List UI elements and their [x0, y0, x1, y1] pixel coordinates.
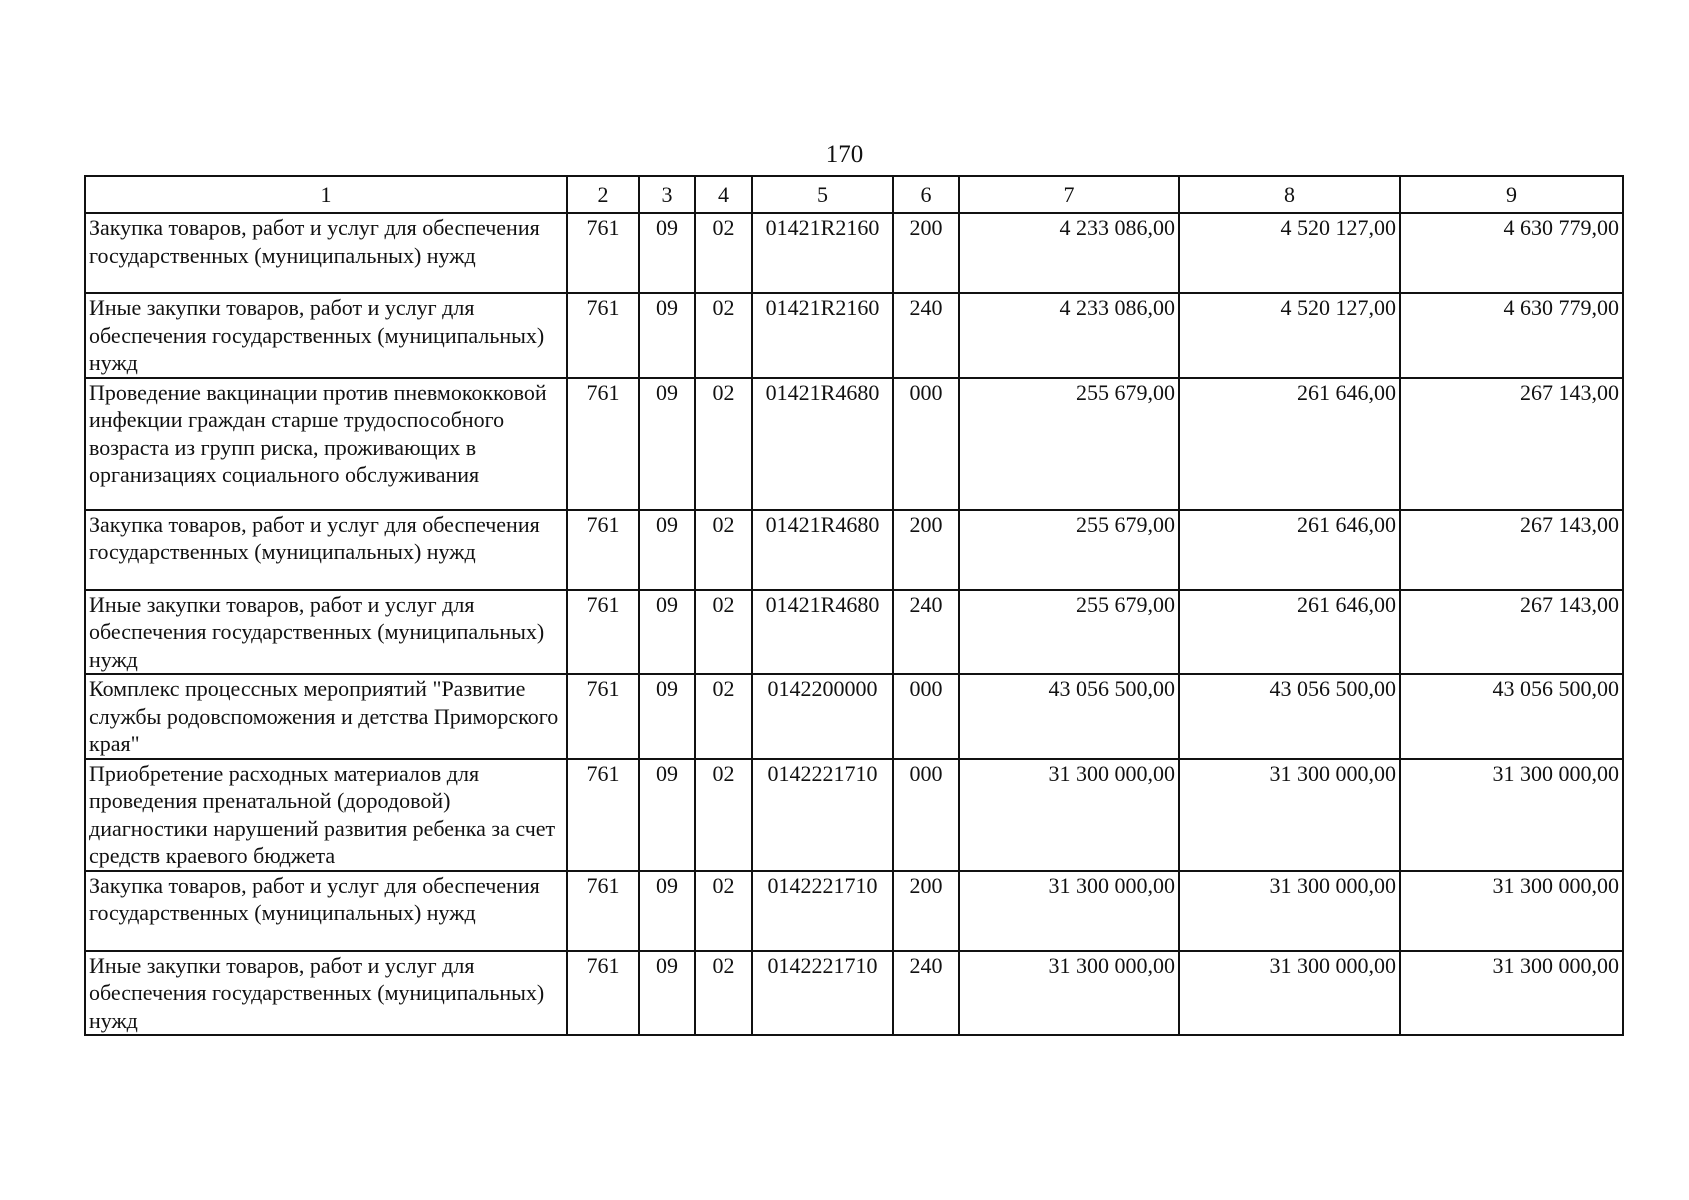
amount-year-1: 4 233 086,00 — [959, 293, 1179, 378]
section-code: 09 — [639, 378, 695, 510]
header-row — [85, 176, 1623, 213]
table-row — [85, 759, 1623, 871]
section-code: 09 — [639, 590, 695, 675]
subsection-code: 02 — [695, 213, 752, 293]
target-article-code: 0142200000 — [752, 674, 893, 759]
row-name: Закупка товаров, работ и услуг для обеспечения государственных (муниципальных) нужд — [85, 510, 567, 590]
expense-type-code: 240 — [893, 590, 959, 675]
target-article-code: 01421R2160 — [752, 213, 893, 293]
admin-code: 761 — [567, 759, 639, 871]
admin-code: 761 — [567, 293, 639, 378]
row-name: Иные закупки товаров, работ и услуг для обеспечения государственных (муниципальных) нужд — [85, 590, 567, 675]
row-name: Закупка товаров, работ и услуг для обеспечения государственных (муниципальных) нужд — [85, 871, 567, 951]
subsection-code: 02 — [695, 871, 752, 951]
amount-year-1: 255 679,00 — [959, 378, 1179, 510]
row-name: Комплекс процессных мероприятий "Развитие службы родовспоможения и детства Приморского края" — [85, 674, 567, 759]
table-row — [85, 378, 1623, 510]
section-code: 09 — [639, 871, 695, 951]
section-code: 09 — [639, 759, 695, 871]
amount-year-2: 43 056 500,00 — [1179, 674, 1400, 759]
expense-type-code: 200 — [893, 510, 959, 590]
amount-year-3: 267 143,00 — [1400, 378, 1623, 510]
admin-code: 761 — [567, 590, 639, 675]
row-name: Иные закупки товаров, работ и услуг для обеспечения государственных (муниципальных) нужд — [85, 293, 567, 378]
amount-year-3: 4 630 779,00 — [1400, 293, 1623, 378]
amount-year-3: 31 300 000,00 — [1400, 759, 1623, 871]
subsection-code: 02 — [695, 759, 752, 871]
target-article-code: 01421R4680 — [752, 378, 893, 510]
admin-code: 761 — [567, 674, 639, 759]
section-code: 09 — [639, 951, 695, 1036]
target-article-code: 0142221710 — [752, 759, 893, 871]
target-article-code: 0142221710 — [752, 871, 893, 951]
amount-year-1: 255 679,00 — [959, 510, 1179, 590]
amount-year-2: 31 300 000,00 — [1179, 951, 1400, 1036]
expense-type-code: 000 — [893, 378, 959, 510]
amount-year-3: 43 056 500,00 — [1400, 674, 1623, 759]
target-article-code: 01421R4680 — [752, 510, 893, 590]
amount-year-1: 255 679,00 — [959, 590, 1179, 675]
section-code: 09 — [639, 674, 695, 759]
amount-year-1: 31 300 000,00 — [959, 951, 1179, 1036]
row-name: Проведение вакцинации против пневмококковой инфекции граждан старше трудоспособного возраста из групп риска, проживающих в организациях социального обслуживания — [85, 378, 567, 510]
admin-code: 761 — [567, 510, 639, 590]
row-name: Приобретение расходных материалов для проведения пренатальной (дородовой) диагностики нарушений развития ребенка за счет средств краевого бюджета — [85, 759, 567, 871]
amount-year-3: 31 300 000,00 — [1400, 951, 1623, 1036]
amount-year-3: 267 143,00 — [1400, 590, 1623, 675]
amount-year-2: 31 300 000,00 — [1179, 871, 1400, 951]
target-article-code: 01421R2160 — [752, 293, 893, 378]
section-code: 09 — [639, 293, 695, 378]
amount-year-1: 4 233 086,00 — [959, 213, 1179, 293]
expense-type-code: 200 — [893, 213, 959, 293]
table-row — [85, 293, 1623, 378]
table-body — [85, 213, 1623, 1035]
amount-year-1: 31 300 000,00 — [959, 759, 1179, 871]
amount-year-3: 267 143,00 — [1400, 510, 1623, 590]
subsection-code: 02 — [695, 951, 752, 1036]
table-row — [85, 590, 1623, 675]
target-article-code: 01421R4680 — [752, 590, 893, 675]
expense-type-code: 240 — [893, 951, 959, 1036]
column-header: 6 — [893, 176, 959, 213]
admin-code: 761 — [567, 213, 639, 293]
expense-type-code: 240 — [893, 293, 959, 378]
column-header: 9 — [1400, 176, 1623, 213]
budget-table — [84, 175, 1624, 1036]
column-header: 4 — [695, 176, 752, 213]
subsection-code: 02 — [695, 510, 752, 590]
column-header: 2 — [567, 176, 639, 213]
amount-year-2: 261 646,00 — [1179, 510, 1400, 590]
admin-code: 761 — [567, 378, 639, 510]
amount-year-1: 31 300 000,00 — [959, 871, 1179, 951]
section-code: 09 — [639, 510, 695, 590]
admin-code: 761 — [567, 951, 639, 1036]
expense-type-code: 000 — [893, 759, 959, 871]
table-row — [85, 674, 1623, 759]
amount-year-1: 43 056 500,00 — [959, 674, 1179, 759]
table-row — [85, 871, 1623, 951]
column-header: 3 — [639, 176, 695, 213]
subsection-code: 02 — [695, 674, 752, 759]
expense-type-code: 200 — [893, 871, 959, 951]
subsection-code: 02 — [695, 293, 752, 378]
column-header: 8 — [1179, 176, 1400, 213]
table-row — [85, 213, 1623, 293]
expense-type-code: 000 — [893, 674, 959, 759]
amount-year-3: 4 630 779,00 — [1400, 213, 1623, 293]
page-number: 170 — [825, 141, 864, 168]
section-code: 09 — [639, 213, 695, 293]
amount-year-2: 4 520 127,00 — [1179, 213, 1400, 293]
row-name: Закупка товаров, работ и услуг для обеспечения государственных (муниципальных) нужд — [85, 213, 567, 293]
target-article-code: 0142221710 — [752, 951, 893, 1036]
table-row — [85, 951, 1623, 1036]
column-header: 1 — [85, 176, 567, 213]
table-row — [85, 510, 1623, 590]
amount-year-3: 31 300 000,00 — [1400, 871, 1623, 951]
admin-code: 761 — [567, 871, 639, 951]
column-header: 7 — [959, 176, 1179, 213]
subsection-code: 02 — [695, 590, 752, 675]
row-name: Иные закупки товаров, работ и услуг для обеспечения государственных (муниципальных) нужд — [85, 951, 567, 1036]
amount-year-2: 4 520 127,00 — [1179, 293, 1400, 378]
column-header: 5 — [752, 176, 893, 213]
amount-year-2: 261 646,00 — [1179, 590, 1400, 675]
amount-year-2: 31 300 000,00 — [1179, 759, 1400, 871]
subsection-code: 02 — [695, 378, 752, 510]
amount-year-2: 261 646,00 — [1179, 378, 1400, 510]
